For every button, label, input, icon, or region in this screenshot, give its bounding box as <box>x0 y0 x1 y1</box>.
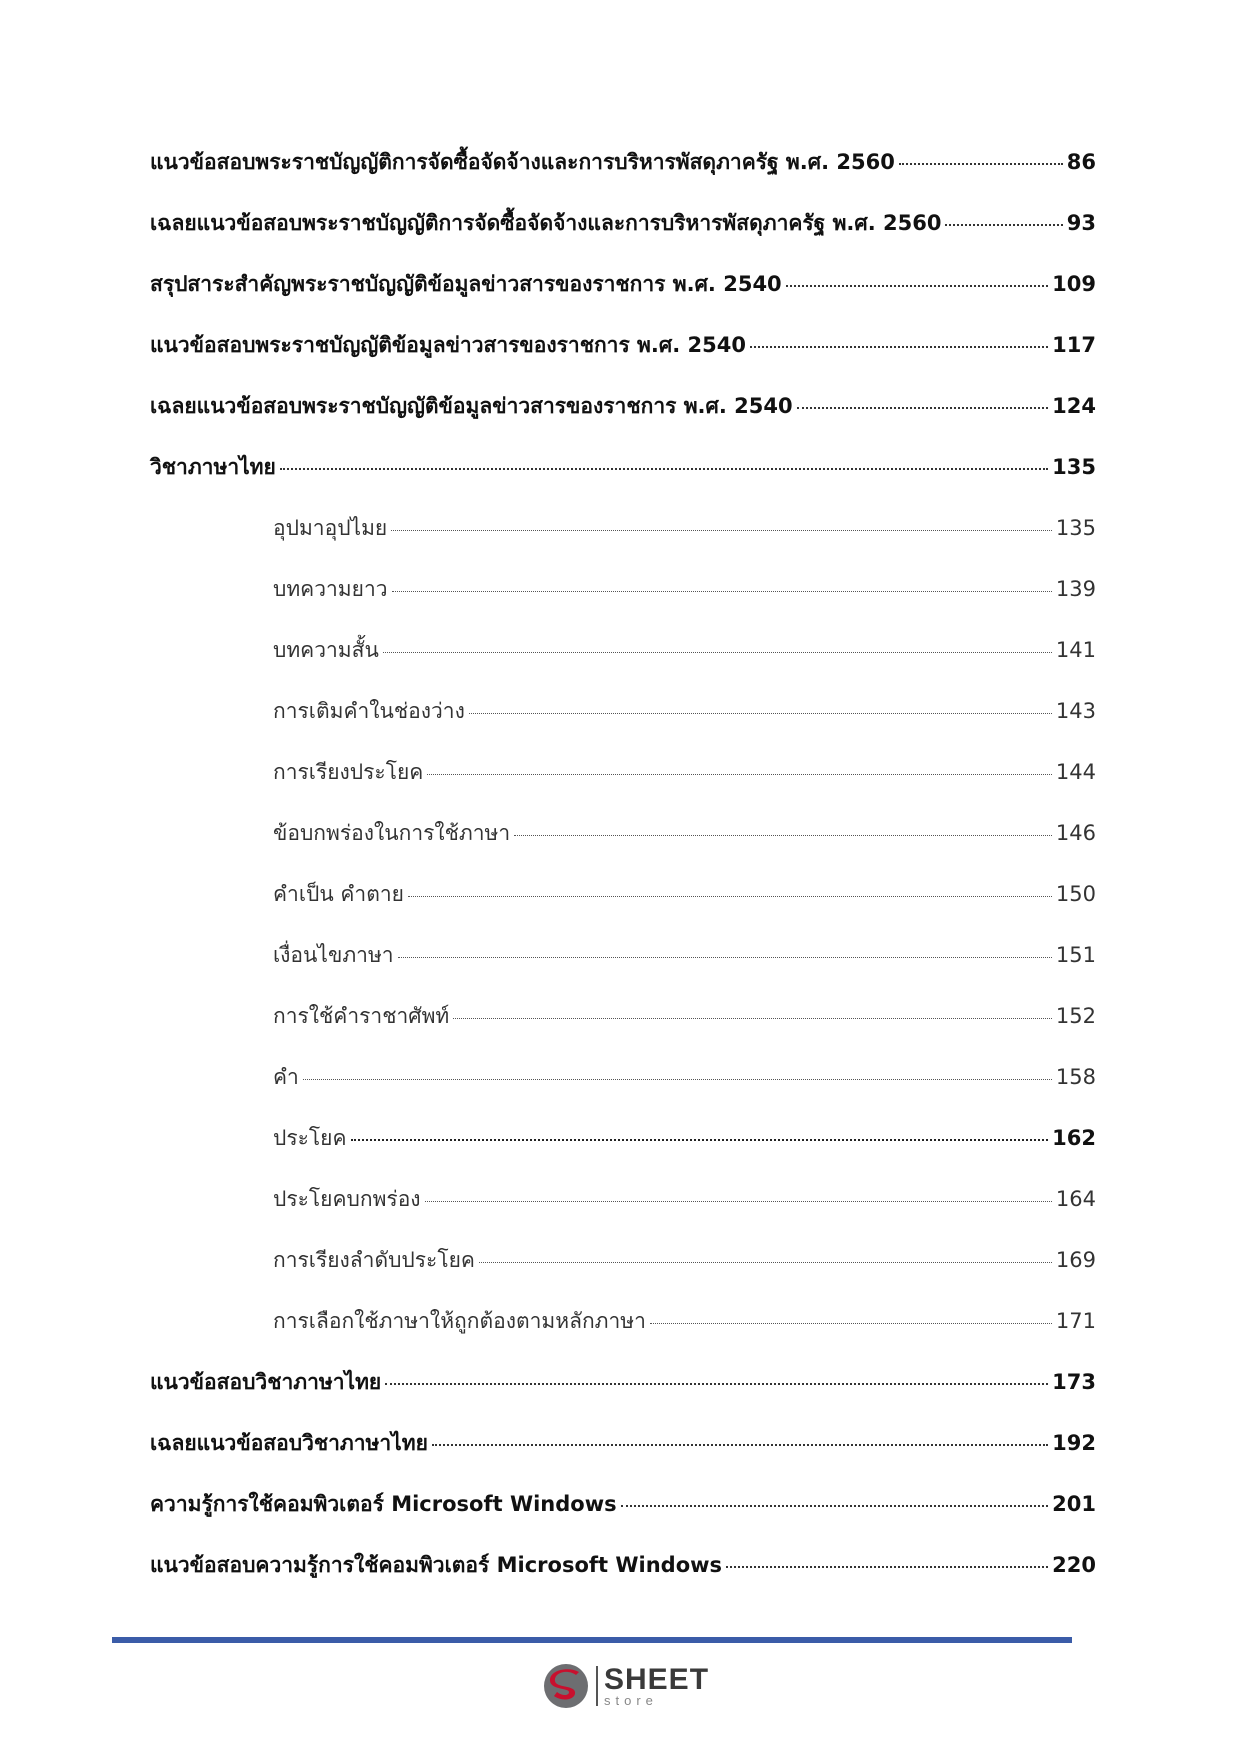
toc-page: 220 <box>1052 1553 1096 1577</box>
toc-title: การเลือกใช้ภาษาให้ถูกต้องตามหลักภาษา <box>273 1309 646 1333</box>
toc-title: ประโยคบกพร่อง <box>273 1187 421 1211</box>
toc-title: การเติมคำในช่องว่าง <box>273 699 465 723</box>
toc-page: 109 <box>1052 272 1096 296</box>
toc-page: 152 <box>1055 1004 1096 1028</box>
toc-subentry <box>150 762 1096 823</box>
toc-leader <box>469 713 1052 714</box>
toc-page: 135 <box>1052 455 1096 479</box>
toc-leader <box>351 1139 1049 1141</box>
toc-leader <box>425 1201 1052 1202</box>
toc-title: เฉลยแนวข้อสอบพระราชบัญญัติข้อมูลข่าวสารของราชการ พ.ศ. 2540 <box>150 394 793 418</box>
toc-subentry <box>150 1311 1096 1372</box>
toc-subentry <box>150 1128 1096 1189</box>
toc-leader <box>408 896 1052 897</box>
toc-subentry <box>150 579 1096 640</box>
sheet-store-logo-icon <box>542 1662 590 1710</box>
toc-title: วิชาภาษาไทย <box>150 455 276 479</box>
toc-title: คำเป็น คำตาย <box>273 882 404 906</box>
toc-title: อุปมาอุปไมย <box>273 516 388 540</box>
table-of-contents <box>150 152 1096 1616</box>
toc-page: 162 <box>1052 1126 1096 1150</box>
toc-leader <box>899 163 1063 165</box>
toc-title: เฉลยแนวข้อสอบวิชาภาษาไทย <box>150 1431 428 1455</box>
toc-subentry <box>150 1189 1096 1250</box>
toc-entry <box>150 213 1096 274</box>
toc-entry <box>150 274 1096 335</box>
toc-page: 150 <box>1055 882 1096 906</box>
toc-leader <box>385 1383 1048 1385</box>
toc-leader <box>453 1018 1052 1019</box>
toc-page: 169 <box>1055 1248 1096 1272</box>
toc-page: 141 <box>1055 638 1096 662</box>
toc-leader <box>280 468 1048 470</box>
toc-page: 171 <box>1055 1309 1096 1333</box>
toc-page: 143 <box>1055 699 1096 723</box>
toc-leader <box>726 1566 1048 1568</box>
toc-subentry <box>150 640 1096 701</box>
toc-title: ข้อบกพร่องในการใช้ภาษา <box>273 821 511 845</box>
toc-entry <box>150 1433 1096 1494</box>
toc-leader <box>391 530 1052 531</box>
logo-brand-text: SHEET <box>604 1663 710 1696</box>
toc-page: 151 <box>1055 943 1096 967</box>
toc-leader <box>479 1262 1052 1263</box>
toc-title: เฉลยแนวข้อสอบพระราชบัญญัติการจัดซื้อจัดจ้างและการบริหารพัสดุภาครัฐ พ.ศ. 2560 <box>150 211 942 235</box>
logo-brand-subtext: store <box>604 1693 658 1708</box>
logo-wordmark <box>604 1665 709 1707</box>
toc-title: แนวข้อสอบพระราชบัญญัติการจัดซื้อจัดจ้างและการบริหารพัสดุภาครัฐ พ.ศ. 2560 <box>150 150 895 174</box>
toc-title: แนวข้อสอบความรู้การใช้คอมพิวเตอร์ Microsoft Windows <box>150 1553 723 1577</box>
toc-title: บทความสั้น <box>273 638 379 662</box>
toc-page: 86 <box>1066 150 1096 174</box>
toc-leader <box>621 1505 1049 1507</box>
toc-title: คำ <box>273 1065 299 1089</box>
toc-page: 124 <box>1052 394 1096 418</box>
toc-page: 158 <box>1055 1065 1096 1089</box>
toc-subentry <box>150 945 1096 1006</box>
logo-separator <box>596 1666 598 1706</box>
toc-subentry <box>150 1250 1096 1311</box>
toc-section-heading <box>150 457 1096 518</box>
toc-title: บทความยาว <box>273 577 388 601</box>
toc-page: 201 <box>1052 1492 1096 1516</box>
toc-leader <box>392 591 1052 592</box>
toc-page: 93 <box>1066 211 1096 235</box>
toc-subentry <box>150 1067 1096 1128</box>
toc-page: 117 <box>1052 333 1096 357</box>
toc-leader <box>945 224 1062 226</box>
toc-leader <box>383 652 1052 653</box>
toc-entry <box>150 1494 1096 1555</box>
toc-page: 192 <box>1052 1431 1096 1455</box>
toc-leader <box>303 1079 1052 1080</box>
toc-leader <box>427 774 1052 775</box>
toc-entry <box>150 335 1096 396</box>
sheet-store-logo <box>542 1660 709 1712</box>
toc-page: 173 <box>1052 1370 1096 1394</box>
toc-leader <box>432 1444 1048 1446</box>
toc-leader <box>398 957 1052 958</box>
toc-title: แนวข้อสอบวิชาภาษาไทย <box>150 1370 382 1394</box>
toc-page: 164 <box>1055 1187 1096 1211</box>
toc-entry <box>150 1372 1096 1433</box>
toc-page: 146 <box>1055 821 1096 845</box>
toc-title: การใช้คำราชาศัพท์ <box>273 1004 450 1028</box>
toc-leader <box>650 1323 1052 1324</box>
toc-page: 139 <box>1055 577 1096 601</box>
toc-subentry <box>150 1006 1096 1067</box>
toc-leader <box>750 346 1048 348</box>
toc-title: ความรู้การใช้คอมพิวเตอร์ Microsoft Windows <box>150 1492 617 1516</box>
toc-title: เงื่อนไขภาษา <box>273 943 394 967</box>
toc-entry <box>150 396 1096 457</box>
toc-entry <box>150 152 1096 213</box>
footer-rule <box>112 1637 1072 1643</box>
toc-subentry <box>150 518 1096 579</box>
toc-subentry <box>150 823 1096 884</box>
toc-title: สรุปสาระสำคัญพระราชบัญญัติข้อมูลข่าวสารของราชการ พ.ศ. 2540 <box>150 272 782 296</box>
toc-page: 144 <box>1055 760 1096 784</box>
toc-entry <box>150 1555 1096 1616</box>
toc-leader <box>786 285 1048 287</box>
toc-leader <box>514 835 1052 836</box>
toc-leader <box>797 407 1049 409</box>
toc-title: แนวข้อสอบพระราชบัญญัติข้อมูลข่าวสารของราชการ พ.ศ. 2540 <box>150 333 746 357</box>
toc-title: การเรียงลำดับประโยค <box>273 1248 475 1272</box>
toc-subentry <box>150 701 1096 762</box>
toc-title: ประโยค <box>273 1126 347 1150</box>
toc-subentry <box>150 884 1096 945</box>
toc-title: การเรียงประโยค <box>273 760 424 784</box>
toc-page: 135 <box>1055 516 1096 540</box>
